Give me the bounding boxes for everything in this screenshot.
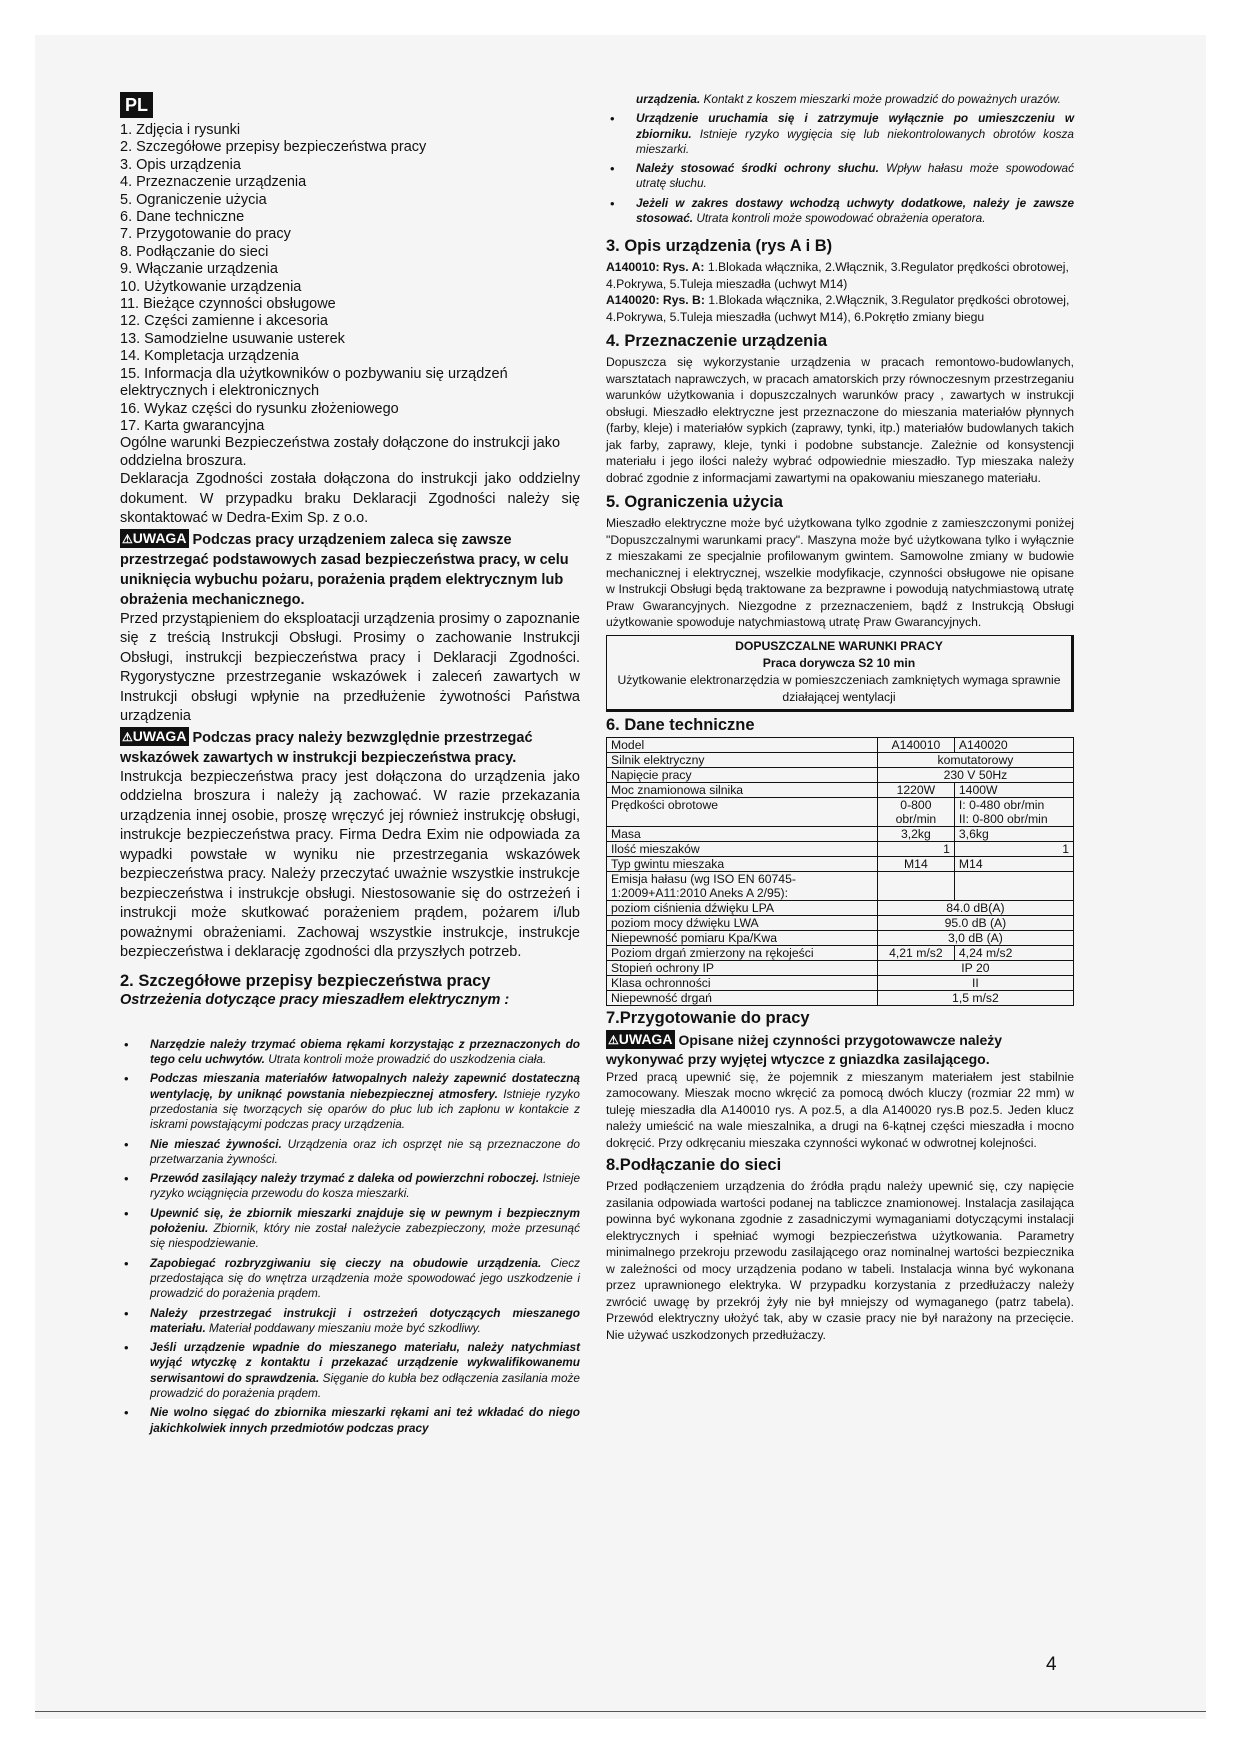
table-row: [607, 990, 1074, 1005]
table-row: [607, 975, 1074, 990]
section-3-a: A140010: Rys. A: 1.Blokada włącznika, 2.Włącznik, 3.Regulator prędkości obrotowej, 4.Pokrywa, 5.Tuleja mieszadła (uchwyt M14): [606, 260, 1069, 291]
spec-label: Emisja hałasu (wg ISO EN 60745-1:2009+A11:2010 Aneks A 2/95):: [607, 871, 878, 900]
spec-value: 230 V 50Hz: [877, 767, 1073, 782]
table-row: [607, 826, 1074, 841]
list-item: • Przewód zasilający należy trzymać z daleka od powierzchni roboczej. Istnieje ryzyko wciągnięcia przewodu do kosza mieszarki.: [120, 1171, 580, 1202]
spec-value-a: 4,21 m/s2: [877, 945, 954, 960]
safety-bullet-list: [120, 1037, 580, 1436]
toc-item: 9. Włączanie urządzenia: [120, 261, 278, 278]
table-row: [607, 752, 1074, 767]
warning-triangle-icon: ⚠: [122, 729, 133, 744]
toc-item: 8. Podłączanie do sieci: [120, 243, 269, 260]
spec-label: Model: [607, 737, 878, 752]
spec-label: Silnik elektryczny: [607, 752, 878, 767]
table-row: [607, 782, 1074, 797]
list-item: • Należy stosować środki ochrony słuchu. Wpływ hałasu może spowodować utratę słuchu.: [606, 161, 1074, 192]
spec-value-b: A140020: [954, 737, 1073, 752]
spec-label: Prędkości obrotowe: [607, 797, 878, 826]
spec-value: II: [877, 975, 1073, 990]
working-conditions-box: [606, 635, 1074, 712]
spec-value-b: I: 0-480 obr/min II: 0-800 obr/min: [954, 797, 1073, 826]
technical-data-table: [606, 737, 1074, 1006]
uwaga-label: ⚠UWAGA: [120, 727, 189, 746]
list-item: • Jeżeli w zakres dostawy wchodzą uchwyty dodatkowe, należy je zawsze stosować. Utrata kontroli może spowodować obrażenia operatora.: [606, 196, 1074, 227]
toc-item: 14. Kompletacja urządzenia: [120, 348, 299, 365]
spec-value-a: [877, 871, 954, 900]
table-of-contents: [120, 122, 580, 435]
toc-item: 7. Przygotowanie do pracy: [120, 226, 291, 243]
spec-value-b: 1: [954, 841, 1073, 856]
table-row: [607, 856, 1074, 871]
warning-triangle-icon: ⚠: [608, 1032, 619, 1047]
toc-item: 4. Przeznaczenie urządzenia: [120, 174, 307, 191]
spec-value-a: 0-800 obr/min: [877, 797, 954, 826]
spec-value: 1,5 m/s2: [877, 990, 1073, 1005]
section-5-title: 5. Ograniczenia użycia: [606, 493, 783, 512]
intro-paragraph-1: Przed przystąpieniem do eksploatacji urządzenia prosimy o zapoznanie się z treścią Instrukcji Obsługi. Prosimy o zachowanie Instrukcji Obsługi, instrukcji bezpieczeństwa pracy i Deklaracji Zgodności. Rygorystyczne przestrzeganie wskazówek i zaleceń zawartych w Instrukcji obsługi wpłynie na przedłużenie żywotności Państwa urządzenia: [120, 610, 580, 725]
spec-label: Ilość mieszaków: [607, 841, 878, 856]
table-row: [607, 841, 1074, 856]
spec-value-a: 3,2kg: [877, 826, 954, 841]
uwaga-label: ⚠UWAGA: [120, 529, 189, 548]
declaration-note: Deklaracja Zgodności została dołączona do instrukcji jako oddzielny dokument. W przypadku braku Deklaracji Zgodności należy się skontaktować w Dedra-Exim Sp. z o.o.: [120, 471, 580, 527]
spec-value: 95.0 dB (A): [877, 915, 1073, 930]
table-row: [607, 930, 1074, 945]
spec-label: Poziom drgań zmierzony na rękojeści: [607, 945, 878, 960]
spec-label: Niepewność drgań: [607, 990, 878, 1005]
spec-label: Stopień ochrony IP: [607, 960, 878, 975]
spec-label: Napięcie pracy: [607, 767, 878, 782]
section-7-text: Przed pracą upewnić się, że pojemnik z mieszanym materiałem jest stabilnie zamocowany. Mieszak mocno wkręcić za pomocą dwóch kluczy (rozmiar 22 mm) w tuleję mieszadła dla A140010 rys. A poz.5, a dla A140020 rys.B poz.5. Jeden klucz należy umieścić na wale mieszalnika, a drugi na 6-kątnej części mieszadła i mocno dokręcić. Przy odkręcaniu mieszaka czynności wykonać w odwrotnej kolejności.: [606, 1069, 1074, 1150]
warning-1: ⚠UWAGA Podczas pracy urządzeniem zaleca się zawsze przestrzegać podstawowych zasad bezpieczeństwa pracy, w celu uniknięcia wybuchu pożaru, porażenia prądem elektrycznym lub obrażenia mechanicznego.: [120, 529, 569, 608]
uwaga-label: ⚠UWAGA: [606, 1030, 675, 1049]
list-item: • Narzędzie należy trzymać obiema rękami korzystając z przeznaczonych do tego celu uchwytów. Utrata kontroli może prowadzić do uszkodzenia ciała.: [120, 1037, 580, 1068]
spec-value-b: 3,6kg: [954, 826, 1073, 841]
list-item: • Jeśli urządzenie wpadnie do mieszanego materiału, należy natychmiast wyjąć wtyczkę z kontaktu i przekazać urządzenie wykwalifikowanemu serwisantowi do sprawdzenia. Sięganie do kubła bez odłączenia zasilania może prowadzić do porażenia prądem.: [120, 1340, 580, 1401]
table-row: [607, 945, 1074, 960]
warning-triangle-icon: ⚠: [122, 531, 133, 546]
list-item: • Upewnić się, że zbiornik mieszarki znajduje się w pewnym i bezpiecznym położeniu. Zbiornik, który nie został należycie zabezpieczony, może przesunąć się niespodziewanie.: [120, 1206, 580, 1252]
footer-divider: [35, 1711, 1206, 1712]
section-2-title: 2. Szczegółowe przepisy bezpieczeństwa pracy: [120, 971, 491, 990]
toc-item: 11. Bieżące czynności obsługowe: [120, 296, 336, 313]
spec-value: 3,0 dB (A): [877, 930, 1073, 945]
section-5-text: Mieszadło elektryczne może być użytkowana tylko zgodnie z zamieszczonymi poniżej "Dopuszczalnymi warunkami pracy". Maszyna może być użytkowana tylko i wyłącznie z mieszakami ze specjalnie profilowanym gwintem. Samowolne zmiany w budowie mechanicznej i elektrycznej, wszelkie modyfikacje, czynności obsługowe nie opisane w Instrukcji Obsługi będą traktowane za bezprawne i powodują natychmiastową utratę Praw Gwarancyjnych. Niezgodne z przeznaczeniem, bądź z Instrukcją Obsługi użytkowanie spowoduje natychmiastową utratę Praw Gwarancyjnych.: [606, 516, 1074, 630]
language-badge: PL: [120, 92, 153, 118]
list-item: • Podczas mieszania materiałów łatwopalnych należy zapewnić dostateczną wentylację, by uniknąć powstania niebezpiecznej atmosfery. Istnieje ryzyko przedostania się tworzących się oparów do płuc lub ich zapłonu w kontakcie z iskrami powstającymi podczas pracy urządzenia.: [120, 1071, 580, 1132]
spec-value-a: A140010: [877, 737, 954, 752]
table-row: [607, 871, 1074, 900]
toc-item: 12. Części zamienne i akcesoria: [120, 313, 328, 330]
intro-paragraph-2: Instrukcja bezpieczeństwa pracy jest dołączona do urządzenia jako oddzielna broszura i należy ją zachować. W razie przekazania urządzenia innej osobie, proszę wręczyć jej również instrukcję obsługi, instrukcje bezpieczeństwa pracy. Firma Dedra Exim nie odpowiada za wypadki powstałe w wyniku nie przestrzegania wskazówek bezpieczeństwa pracy. Należy przeczytać uważnie wszystkie instrukcje bezpieczeństwa i instrukcje obsługi. Niestosowanie się do ostrzeżeń i instrukcji może skutkować porażeniem prądem, pożarem i/lub poważnymi obrażeniami. Zachowaj wszystkie instrukcje, instrukcje bezpieczeństwa i deklarację zgodności dla przyszłych potrzeb.: [120, 768, 580, 961]
safety-bullet-list-continued: [606, 92, 1074, 226]
spec-label: poziom ciśnienia dźwięku LPA: [607, 900, 878, 915]
spec-value-b: 1400W: [954, 782, 1073, 797]
spec-label: Masa: [607, 826, 878, 841]
table-row: [607, 960, 1074, 975]
spec-value-a: 1: [877, 841, 954, 856]
list-item: • Zapobiegać rozbryzgiwaniu się cieczy na obudowie urządzenia. Ciecz przedostająca się do wnętrza urządzenia może spowodować jego uszkodzenie i prowadzić do porażenia prądem.: [120, 1256, 580, 1302]
box-title: DOPUSZCZALNE WARUNKI PRACY: [735, 638, 943, 653]
toc-item: 2. Szczegółowe przepisy bezpieczeństwa pracy: [120, 139, 427, 156]
warning-2: ⚠UWAGA Podczas pracy należy bezwzględnie przestrzegać wskazówek zawartych w instrukcji bezpieczeństwa pracy.: [120, 727, 533, 766]
toc-item: 13. Samodzielne usuwanie usterek: [120, 330, 345, 347]
toc-item: 15. Informacja dla użytkowników o pozbywaniu się urządzeń elektrycznych i elektronicznych: [120, 365, 508, 400]
section-6-title: 6. Dane techniczne: [606, 715, 755, 734]
section-8-text: Przed podłączeniem urządzenia do źródła prądu należy upewnić się, czy napięcie zasilania odpowiada wartości podanej na tabliczce znamionowej. Instalacja zasilająca powinna być wykonana zgodnie z zasadniczymi wymaganiami dotyczącymi instalacji elektrycznych i spełniać wymogi bezpieczeństwa użytkowania. Parametry minimalnego przekroju przewodu zasilającego oraz nominalnej wartości bezpiecznika w zależności od mocy urządzenia podano w tabeli. Instalacja winna być wykonana przez uprawnionego elektryka. W przypadku korzystania z przedłużaczy należy zwrócić uwagę by przekrój żyły nie był mniejszy od wymaganego (patrz tabela). Przewód elektryczny ułożyć tak, aby w czasie pracy nie był narażony na przecięcie. Nie używać uszkodzonych przedłużaczy.: [606, 1179, 1074, 1342]
toc-item: 3. Opis urządzenia: [120, 156, 241, 173]
spec-value: komutatorowy: [877, 752, 1073, 767]
spec-label: poziom mocy dźwięku LWA: [607, 915, 878, 930]
spec-value-b: 4,24 m/s2: [954, 945, 1073, 960]
table-row: [607, 767, 1074, 782]
toc-item: 6. Dane techniczne: [120, 209, 245, 226]
page-number: 4: [1046, 1654, 1057, 1675]
right-column: [606, 92, 1074, 1343]
list-item: • Nie mieszać żywności. Urządzenia oraz ich osprzęt nie są przeznaczone do przetwarzania żywności.: [120, 1137, 580, 1168]
table-row: [607, 737, 1074, 752]
toc-item: 16. Wykaz części do rysunku złożeniowego: [120, 400, 399, 417]
section-3-title: 3. Opis urządzenia (rys A i B): [606, 237, 833, 256]
list-item: • Urządzenie uruchamia się i zatrzymuje wyłącznie po umieszczeniu w zbiorniku. Istnieje ryzyko wygięcia się lub niekontrolowanych obrotów kosza mieszarki.: [606, 111, 1074, 157]
left-column: [120, 92, 580, 1440]
spec-value-b: [954, 871, 1073, 900]
spec-value-a: 1220W: [877, 782, 954, 797]
table-row: [607, 797, 1074, 826]
toc-item: 1. Zdjęcia i rysunki: [120, 122, 241, 138]
general-safety-note: Ogólne warunki Bezpieczeństwa zostały dołączone do instrukcji jako oddzielna broszura.: [120, 435, 561, 469]
spec-label: Typ gwintu mieszaka: [607, 856, 878, 871]
section-3-b: A140020: Rys. B: 1.Blokada włącznika, 2.Włącznik, 3.Regulator prędkości obrotowej, 4.Pokrywa, 5.Tuleja mieszadła (uchwyt M14), 6.Pokrętło zmiany biegu: [606, 293, 1070, 324]
box-text: Użytkowanie elektronarzędzia w pomieszczeniach zamkniętych wymaga sprawnie działającej wentylacji: [617, 672, 1061, 704]
spec-value: 84.0 dB(A): [877, 900, 1073, 915]
section-8-title: 8.Podłączanie do sieci: [606, 1156, 782, 1175]
list-item: urządzenia. Kontakt z koszem mieszarki może prowadzić do poważnych urazów.: [636, 92, 1061, 106]
spec-label: Klasa ochronności: [607, 975, 878, 990]
section-4-text: Dopuszcza się wykorzystanie urządzenia w pracach remontowo-budowlanych, warsztatach naprawczych, w pracach amatorskich przy równoczesnym przestrzeganiu warunków użytkowania i dopuszczalnych warunków pracy , zawartych w instrukcji obsługi. Mieszadło elektryczne jest przeznaczone do mieszania materiałów płynnych (farby, kleje) i materiałów sypkich (zaprawy, tynki, itp.) materiałów budowlanych takich jak farby, zaprawy, kleje, tynki i podobne substancje. Zależnie od konsystencji materiału i jego ilości należy wybrać odpowiednie mieszadło. Typ mieszaka należy dobrać zgodnie z informacjami zawartymi na opakowaniu mieszanego materiału.: [606, 355, 1074, 485]
section-4-title: 4. Przeznaczenie urządzenia: [606, 332, 828, 351]
section-2-subtitle: Ostrzeżenia dotyczące pracy mieszadłem elektrycznym :: [120, 991, 510, 1008]
table-row: [607, 915, 1074, 930]
table-row: [607, 900, 1074, 915]
toc-item: 10. Użytkowanie urządzenia: [120, 278, 302, 295]
spec-label: Niepewność pomiaru Kpa/Kwa: [607, 930, 878, 945]
spec-value-b: M14: [954, 856, 1073, 871]
box-subtitle: Praca dorywcza S2 10 min: [762, 655, 916, 670]
toc-item: 5. Ograniczenie użycia: [120, 191, 267, 208]
spec-label: Moc znamionowa silnika: [607, 782, 878, 797]
list-item: • Należy przestrzegać instrukcji i ostrzeżeń dotyczących mieszanego materiału. Materiał poddawany mieszaniu może być szkodliwy.: [120, 1306, 580, 1337]
section-7-title: 7.Przygotowanie do pracy: [606, 1008, 810, 1027]
list-item: • Nie wolno sięgać do zbiornika mieszarki rękami ani też wkładać do niego jakichkolwiek innych przedmiotów podczas pracy: [120, 1405, 580, 1436]
toc-item: 17. Karta gwarancyjna: [120, 417, 265, 434]
warning-3: ⚠UWAGA Opisane niżej czynności przygotowawcze należy wykonywać przy wyjętej wtyczce z gniazdka zasilającego.: [606, 1030, 1003, 1067]
spec-value-a: M14: [877, 856, 954, 871]
spec-value: IP 20: [877, 960, 1073, 975]
